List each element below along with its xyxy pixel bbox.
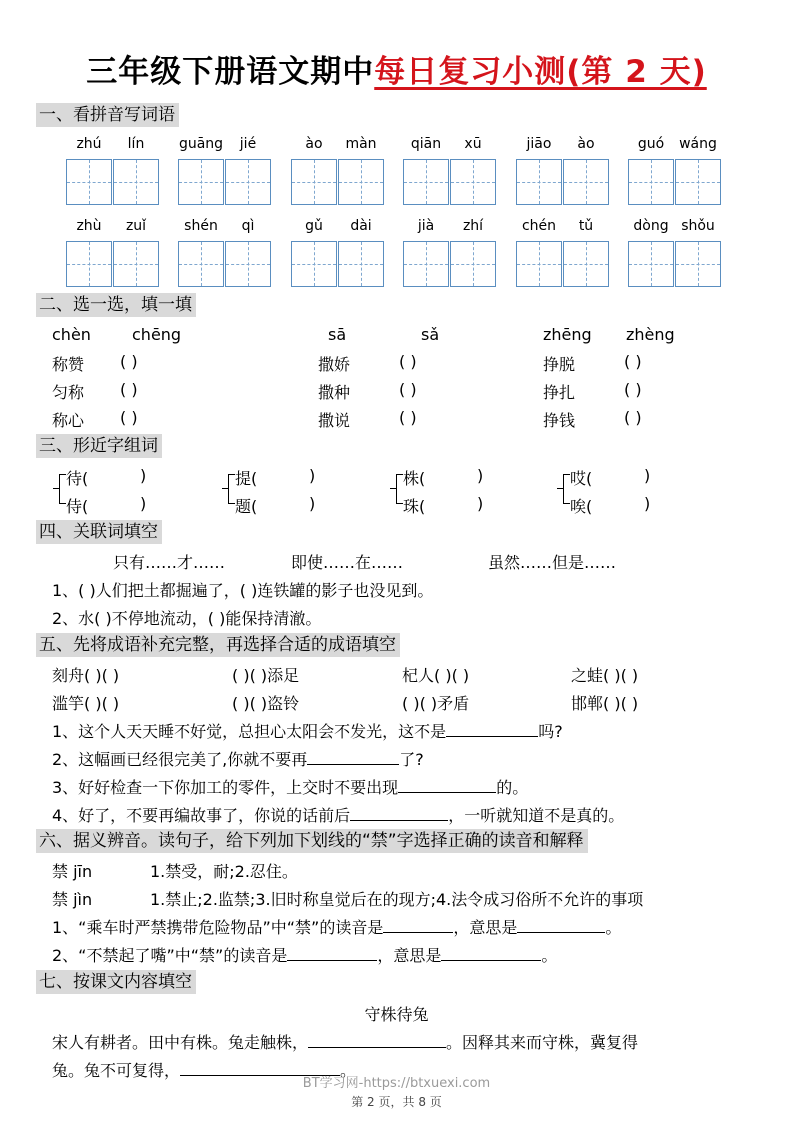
s2-header-5: zhēng [543,325,592,344]
s2-answer-paren[interactable]: ( ) [120,408,138,427]
s2-word: 挣脱 [543,355,576,374]
word-box [628,241,721,287]
writing-cell[interactable] [563,241,609,287]
idiom-7: ( )( )矛盾 [402,694,470,713]
writing-cell[interactable] [66,159,112,205]
pinyin: jiāo [526,136,552,152]
writing-cell[interactable] [516,159,562,205]
s7-text-title: 守株待兔 [364,1005,429,1024]
writing-cell[interactable] [403,241,449,287]
s5-q4-text: 4、好了，不要再编故事了，你说的话前后 [52,806,351,825]
s2-header-4: sǎ [421,325,440,344]
pinyin: gǔ [305,218,323,234]
s5-q1-text: 1、这个人天天睡不好觉，总担心太阳会不发光，这不是 [52,722,447,741]
s5-q2-blank[interactable] [307,750,399,765]
s7-l2-end: 。 [340,1061,357,1080]
s6-reading-2-meaning: 1.禁止;2.监禁;3.旧时称皇觉后在的现方;4.法令成习俗所不允许的事项 [150,890,644,909]
s7-l1-text-b: 。因释其来而守株，冀复得 [446,1033,639,1052]
pinyin: qiān [410,136,442,152]
pinyin: guó [637,136,665,152]
s6-q1-text-b: ，意思是 [453,918,518,937]
s2-word: 撒娇 [318,355,351,374]
s2-word: 撒说 [318,411,351,430]
pinyin: wáng [679,136,717,152]
writing-cell[interactable] [516,241,562,287]
pinyin: qì [241,218,255,234]
writing-cell[interactable] [628,159,674,205]
writing-cell[interactable] [628,241,674,287]
s5-q4-blank[interactable] [350,806,448,821]
s3-answer-close[interactable]: ) [140,494,147,513]
s2-word: 称赞 [52,355,85,374]
pinyin: zuǐ [125,218,147,234]
brace-icon [228,474,235,504]
brace-icon [59,474,66,504]
s3-char: 提( [235,469,258,488]
idiom-2: ( )( )添足 [232,666,300,685]
s2-answer-paren[interactable]: ( ) [120,380,138,399]
word-box [66,241,159,287]
writing-cell[interactable] [338,241,384,287]
s4-question-2: 2、水( )不停地流动，( )能保持清澈。 [52,609,322,628]
pinyin: dài [350,218,372,234]
idiom-8: 邯郸( )( ) [571,694,639,713]
s3-answer-close[interactable]: ) [309,494,316,513]
s2-answer-paren[interactable]: ( ) [624,352,642,371]
s6-q1-blank-1[interactable] [383,918,453,933]
s6-q2-text-a: 2、“不禁起了嘴”中“禁”的读音是 [52,946,288,965]
s2-header-6: zhèng [626,325,675,344]
s2-word: 挣钱 [543,411,576,430]
pinyin: chén [521,218,557,234]
pinyin: shén [184,218,218,234]
s4-option-2: 即使……在…… [291,553,404,572]
s4-option-3: 虽然……但是…… [488,553,617,572]
writing-cell[interactable] [403,159,449,205]
brace-icon [396,474,403,504]
s5-q2-text: 2、这幅画已经很完美了,你就不要再 [52,750,308,769]
word-box [178,159,271,205]
writing-cell[interactable] [563,159,609,205]
s3-answer-close[interactable]: ) [309,466,316,485]
writing-cell[interactable] [66,241,112,287]
s6-q2-blank-1[interactable] [287,946,377,961]
word-box [178,241,271,287]
pinyin: xū [464,136,482,152]
idiom-5: 滥竽( )( ) [52,694,120,713]
s3-answer-close[interactable]: ) [477,466,484,485]
word-box [291,159,384,205]
s5-q3-blank[interactable] [398,778,496,793]
s5-question-4 [52,803,624,826]
s2-answer-paren[interactable]: ( ) [120,352,138,371]
s6-q2-blank-2[interactable] [441,946,541,961]
s5-question-2 [52,747,424,770]
section-3-heading: 三、形近字组词 [36,434,162,458]
section-4-heading: 四、关联词填空 [36,520,162,544]
s4-question-1: 1、( )人们把土都掘遍了，( )连铁罐的影子也没见到。 [52,581,434,600]
word-box [628,159,721,205]
s2-word: 称心 [52,411,85,430]
idiom-1: 刻舟( )( ) [52,666,120,685]
word-box [66,159,159,205]
writing-cell[interactable] [450,159,496,205]
s6-q2-end: 。 [541,946,558,965]
idiom-6: ( )( )盗铃 [232,694,300,713]
s2-header-1: chèn [52,325,91,344]
s7-l1-blank[interactable] [308,1033,446,1048]
s2-answer-paren[interactable]: ( ) [624,408,642,427]
pinyin: jià [417,218,435,234]
idiom-4: 之蛙( )( ) [571,666,639,685]
brace-icon [563,474,570,504]
writing-cell[interactable] [225,241,271,287]
s7-l2-text-a: 兔。兔不可复得， [52,1061,181,1080]
word-box [403,159,496,205]
watermark: BT学习网-https://btxuexi.com [302,1076,491,1091]
s6-q1-text-a: 1、“乘车时严禁携带危险物品”中“禁”的读音是 [52,918,384,937]
writing-cell[interactable] [675,159,721,205]
title-highlight: 每日复习小测(第 2 天) [374,54,707,90]
s3-char: 侍( [66,497,89,516]
writing-cell[interactable] [113,241,159,287]
s6-question-1 [52,915,621,938]
s6-reading-1-label: 禁 jīn [52,862,93,881]
s2-answer-paren[interactable]: ( ) [399,408,417,427]
word-box [516,159,609,205]
s6-reading-1-meaning: 1.禁受，耐;2.忍住。 [150,862,298,881]
s2-answer-paren[interactable]: ( ) [399,352,417,371]
writing-cell[interactable] [113,159,159,205]
s6-question-2 [52,943,557,966]
section-6-heading: 六、据义辨音。读句子，给下列加下划线的“禁”字选择正确的读音和解释 [36,829,588,853]
pinyin: jié [239,136,257,152]
writing-cell[interactable] [178,159,224,205]
pinyin: lín [127,136,145,152]
s2-answer-paren[interactable]: ( ) [624,380,642,399]
s3-answer-close[interactable]: ) [644,466,651,485]
s7-l1-text-a: 宋人有耕者。田中有株。兔走触株， [52,1033,309,1052]
s3-char: 唉( [570,497,593,516]
s5-q3-text: 3、好好检查一下你加工的零件，上交时不要出现 [52,778,399,797]
s2-answer-paren[interactable]: ( ) [399,380,417,399]
s3-char: 株( [403,469,426,488]
pinyin: tǔ [578,218,594,234]
s5-q1-end: 吗? [538,722,563,741]
s4-option-1: 只有……才…… [113,553,226,572]
pinyin: dòng [633,218,669,234]
pinyin: màn [345,136,377,152]
s6-q1-end: 。 [605,918,622,937]
writing-cell[interactable] [291,159,337,205]
word-box [291,241,384,287]
page-footer: 第 2 页，共 8 页 [351,1095,442,1109]
s2-header-3: sā [328,325,347,344]
idiom-3: 杞人( )( ) [402,666,470,685]
writing-cell[interactable] [450,241,496,287]
pinyin: zhú [76,136,102,152]
s2-header-2: chēng [132,325,182,344]
s5-q2-end: 了? [399,750,424,769]
s3-char: 题( [235,497,258,516]
pinyin: guāng [178,136,224,152]
s5-q4-end: ，一听就知道不是真的。 [448,806,625,825]
s5-q1-blank[interactable] [446,722,538,737]
s2-word: 匀称 [52,383,85,402]
s3-char: 哎( [570,469,593,488]
s6-q1-blank-2[interactable] [517,918,605,933]
s5-question-1 [52,719,563,742]
s7-line-1 [52,1030,638,1053]
s6-q2-text-b: ，意思是 [377,946,442,965]
s3-answer-close[interactable]: ) [644,494,651,513]
title-prefix: 三年级下册语文期中 [86,54,375,90]
s6-reading-2-label: 禁 jìn [52,890,93,909]
section-7-heading: 七、按课文内容填空 [36,970,196,994]
pinyin: zhí [462,218,484,234]
s3-char: 待( [66,469,89,488]
pinyin: ào [305,136,323,152]
writing-cell[interactable] [225,159,271,205]
pinyin: shǒu [681,218,715,234]
s2-word: 撒种 [318,383,351,402]
writing-cell[interactable] [178,241,224,287]
s3-answer-close[interactable]: ) [477,494,484,513]
writing-cell[interactable] [338,159,384,205]
word-box [516,241,609,287]
pinyin: ào [577,136,595,152]
word-box [403,241,496,287]
pinyin: zhù [76,218,102,234]
writing-cell[interactable] [291,241,337,287]
s3-answer-close[interactable]: ) [140,466,147,485]
section-5-heading: 五、先将成语补充完整，再选择合适的成语填空 [36,633,400,657]
s5-q3-end: 的。 [496,778,529,797]
writing-cell[interactable] [675,241,721,287]
s3-char: 珠( [403,497,426,516]
page-title [0,46,793,91]
s5-question-3 [52,775,528,798]
s2-word: 挣扎 [543,383,576,402]
section-1-heading: 一、看拼音写词语 [36,103,179,127]
section-2-heading: 二、选一选，填一填 [36,293,196,317]
